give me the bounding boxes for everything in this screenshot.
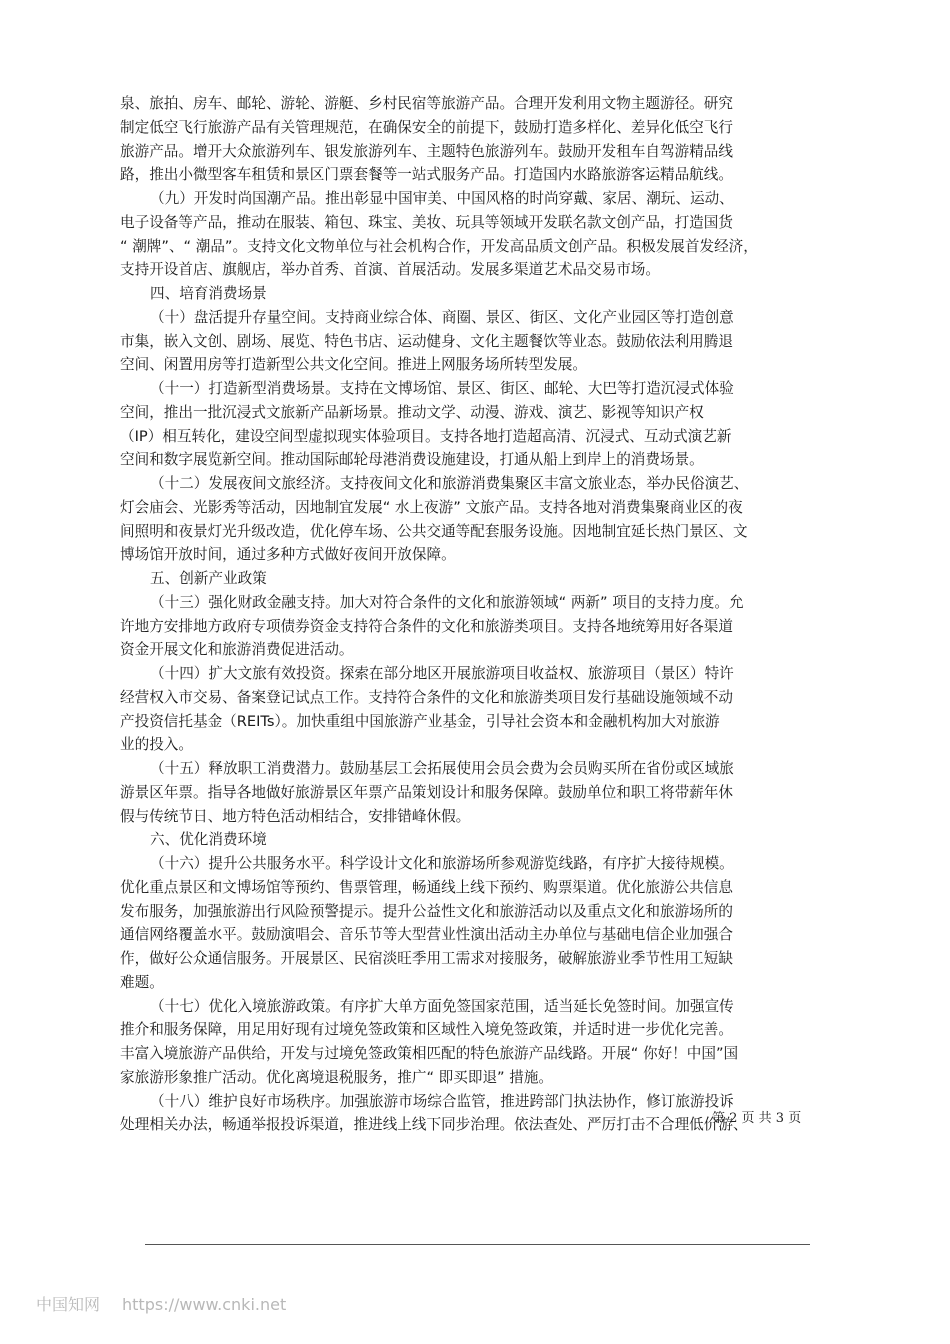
- text-line: （十一）打造新型消费场景。支持在文博场馆、景区、街区、邮轮、大巴等打造沉浸式体验: [150, 380, 734, 397]
- document-body: [120, 92, 840, 1137]
- text-line: 许地方安排地方政府专项债券资金支持符合条件的文化和旅游类项目。支持各地统筹用好各渠道: [120, 617, 733, 635]
- text-line: （十三）强化财政金融支持。加大对符合条件的文化和旅游领域“ 两新” 项目的支持力度。允: [150, 593, 744, 611]
- text-line: 通信网络覆盖水平。鼓励演唱会、音乐节等大型营业性演出活动主办单位与基础电信企业加强合: [120, 926, 733, 944]
- text-line: 家旅游形象推广活动。优化离境退税服务，推广“ 即买即退” 措施。: [120, 1068, 554, 1086]
- text-line: （IP）相互转化，建设空间型虚拟现实体验项目。支持各地打造超高清、沉浸式、互动式演艺新: [120, 427, 732, 445]
- text-line: 空间，推出一批沉浸式文旅新产品新场景。推动文学、动漫、游戏、演艺、影视等知识产权: [120, 403, 704, 421]
- text-line: 四、培育消费场景: [150, 285, 267, 302]
- text-line: 推介和服务保障，用足用好现有过境免签政策和区域性入境免签政策，并适时进一步优化完善。: [120, 1021, 733, 1039]
- text-line: 灯会庙会、光影秀等活动，因地制宜发展“ 水上夜游” 文旅产品。支持各地对消费集聚商业区的夜: [120, 498, 743, 516]
- text-line: 空间和数字展览新空间。推动国际邮轮母港消费设施建设，打通从船上到岸上的消费场景。: [120, 451, 704, 469]
- text-line: 优化重点景区和文博场馆等预约、售票管理，畅通线上线下预约、购票渠道。优化旅游公共信息: [120, 878, 733, 896]
- watermark: [36, 1292, 286, 1315]
- text-line: 旅游产品。增开大众旅游列车、银发旅游列车、主题特色旅游列车。鼓励开发租车自驾游精品线: [120, 142, 733, 160]
- text-line: 业的投入。: [120, 736, 193, 754]
- text-line: 空间、闲置用房等打造新型公共文化空间。推进上网服务场所转型发展。: [120, 356, 588, 374]
- text-line: （十七）优化入境旅游政策。有序扩大单方面免签国家范围，适当延长免签时间。加强宣传: [150, 997, 734, 1015]
- text-line: 制定低空飞行旅游产品有关管理规范，在确保安全的前提下，鼓励打造多样化、差异化低空飞行: [120, 118, 733, 136]
- text-line: （十）盘活提升存量空间。支持商业综合体、商圈、景区、街区、文化产业园区等打造创意: [150, 308, 734, 326]
- text-line: （九）开发时尚国潮产品。推出彰显中国审美、中国风格的时尚穿戴、家居、潮玩、运动、: [150, 190, 734, 207]
- text-line: 处理相关办法，畅通举报投诉渠道，推进线上线下同步治理。依法查处、严厉打击不合理低价游、: [120, 1116, 748, 1134]
- text-line: 作，做好公众通信服务。开展景区、民宿淡旺季用工需求对接服务，破解旅游业季节性用工短缺: [120, 950, 733, 967]
- watermark-url: https://www.cnki.net: [122, 1295, 287, 1314]
- text-line: （十四）扩大文旅有效投资。探索在部分地区开展旅游项目收益权、旅游项目（景区）特许: [150, 665, 734, 682]
- text-line: 泉、旅拍、房车、邮轮、游轮、游艇、乡村民宿等旅游产品。合理开发利用文物主题游径。研究: [120, 95, 733, 112]
- watermark-brand: 中国知网: [36, 1295, 101, 1314]
- text-line: 难题。: [120, 973, 164, 991]
- text-line: 假与传统节日、地方特色活动相结合，安排错峰休假。: [120, 807, 471, 825]
- text-line: 丰富入境旅游产品供给，开发与过境免签政策相匹配的特色旅游产品线路。开展“ 你好！中国”国: [120, 1045, 739, 1062]
- text-line: 游景区年票。指导各地做好旅游景区年票产品策划设计和服务保障。鼓励单位和职工将带薪年休: [120, 783, 733, 801]
- text-line: 发布服务，加强旅游出行风险预警提示。提升公益性文化和旅游活动以及重点文化和旅游场所的: [120, 902, 733, 920]
- text-line: （十六）提升公共服务水平。科学设计文化和旅游场所参观游览线路，有序扩大接待规模。: [150, 855, 734, 872]
- text-line: 支持开设首店、旗舰店，举办首秀、首演、首展活动。发展多渠道艺术品交易市场。: [120, 261, 660, 279]
- text-line: 五、创新产业政策: [150, 570, 267, 587]
- text-line: 电子设备等产品，推动在服装、箱包、珠宝、美妆、玩具等领域开发联名款文创产品，打造国货: [120, 213, 733, 231]
- text-line: （十二）发展夜间文旅经济。支持夜间文化和旅游消费集聚区丰富文旅业态，举办民俗演艺、: [150, 475, 749, 492]
- text-line: 资金开展文化和旅游消费促进活动。: [120, 641, 354, 659]
- text-line: 路，推出小微型客车租赁和景区门票套餐等一站式服务产品。打造国内水路旅游客运精品航线。: [120, 166, 733, 184]
- footer-divider: [145, 1244, 810, 1245]
- page-number: 第 2 页 共 3 页: [712, 1111, 802, 1126]
- text-line: 产投资信托基金（REITs）。加快重组中国旅游产业基金，引导社会资本和金融机构加大对旅游: [120, 712, 720, 730]
- text-line: 六、优化消费环境: [150, 831, 267, 849]
- text-line: 经营权入市交易、备案登记试点工作。支持符合条件的文化和旅游类项目发行基础设施领域不动: [120, 688, 733, 706]
- text-line: “ 潮牌”、“ 潮品”。支持文化文物单位与社会机构合作，开发高品质文创产品。积极发展首发经济，: [120, 237, 758, 255]
- text-line: （十八）维护良好市场秩序。加强旅游市场综合监管，推进跨部门执法协作，修订旅游投诉: [150, 1092, 734, 1110]
- text-line: 博场馆开放时间，通过多种方式做好夜间开放保障。: [120, 546, 456, 564]
- text-line: （十五）释放职工消费潜力。鼓励基层工会拓展使用会员会费为会员购买所在省份或区域旅: [150, 760, 734, 777]
- text-line: 市集，嵌入文创、剧场、展览、特色书店、运动健身、文化主题餐饮等业态。鼓励依法利用腾退: [120, 332, 733, 350]
- text-line: 间照明和夜景灯光升级改造，优化停车场、公共交通等配套服务设施。因地制宜延长热门景区、文: [120, 522, 748, 540]
